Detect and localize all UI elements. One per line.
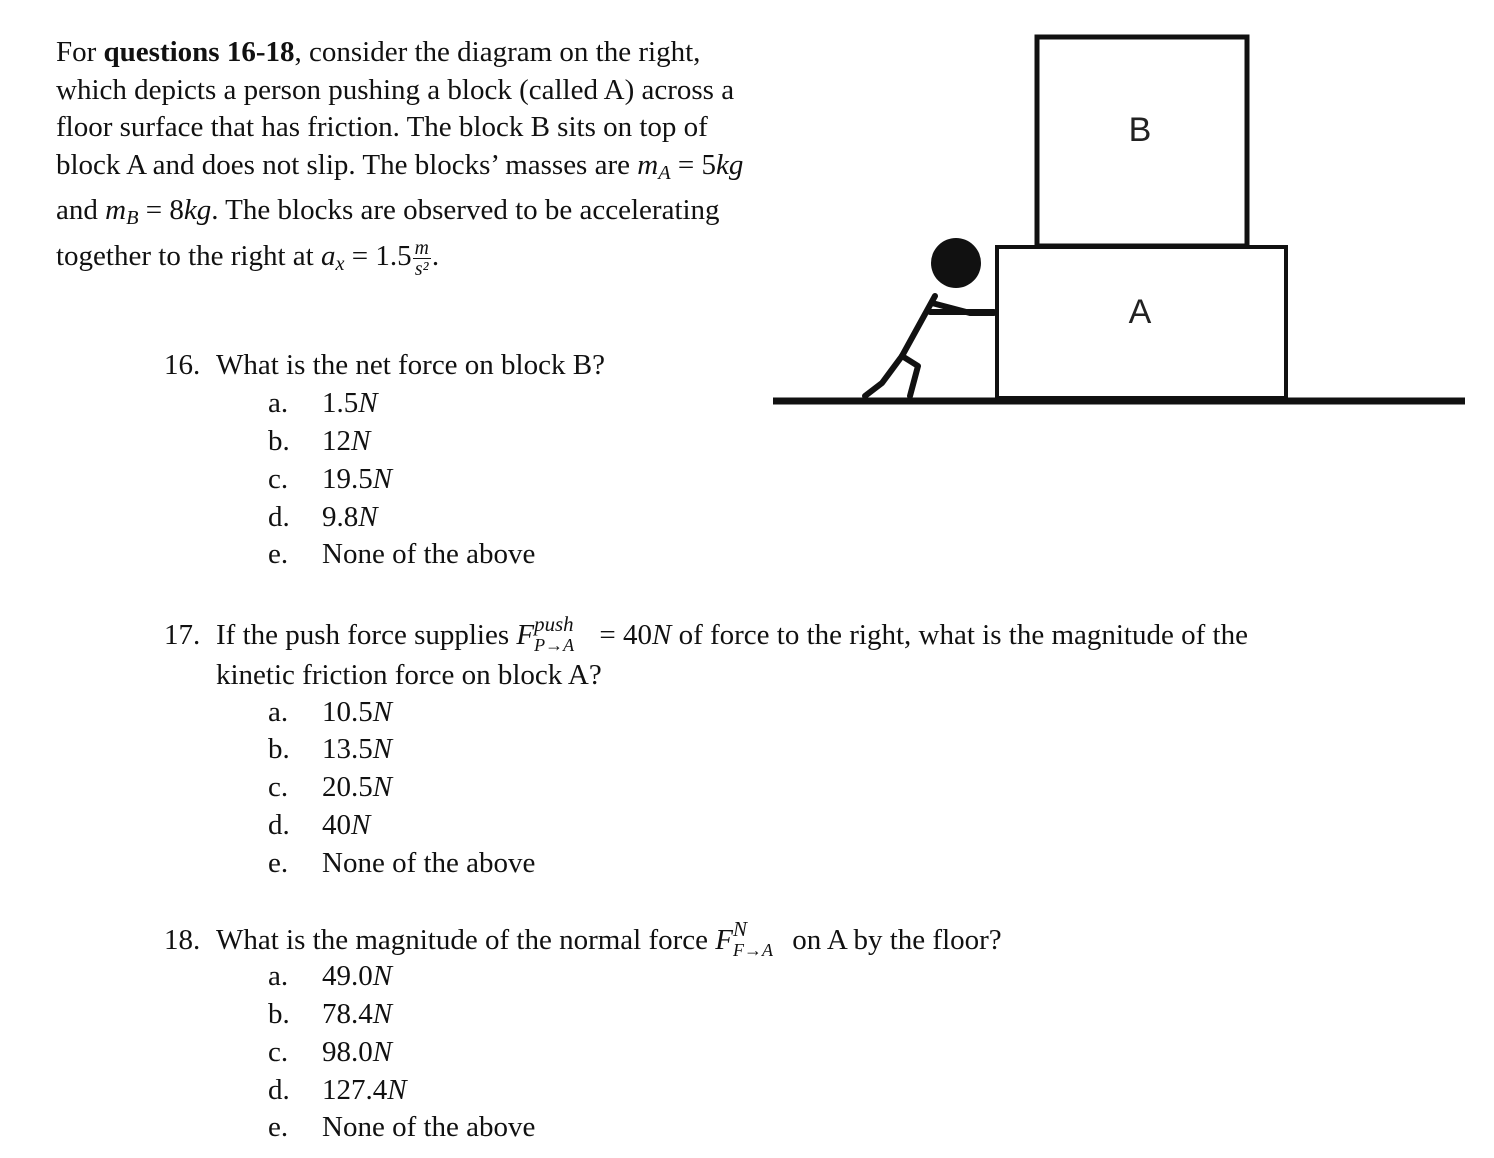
option-unit: N: [372, 960, 393, 992]
option-letter: b.: [268, 998, 290, 1030]
force-symbol: F: [715, 924, 733, 956]
accel-subscript: x: [335, 252, 345, 275]
option-value: None of the above: [322, 847, 536, 879]
option-value: 98.0: [322, 1036, 373, 1068]
option-value: 13.5: [322, 733, 373, 765]
intro-end: .: [431, 239, 440, 272]
question-number: 18.: [164, 924, 201, 956]
person-head: [931, 238, 981, 288]
intro-text-2: . The blocks are observed to be accelerating together to the right at: [56, 194, 720, 272]
normal-force-symbol: [715, 916, 773, 960]
option-letter: c.: [268, 771, 289, 803]
force-superscript: N: [733, 916, 747, 941]
option-letter: a.: [268, 696, 289, 728]
question-text-pre: If the push force supplies: [216, 619, 517, 651]
accel-unit-fraction: [413, 238, 431, 280]
option-value: 1.5: [322, 387, 359, 419]
question-17: [164, 611, 1474, 696]
option-letter: a.: [268, 387, 289, 419]
block-a-label: A: [1128, 293, 1152, 331]
option-unit: N: [351, 425, 371, 457]
mass-a-symbol: m: [637, 148, 659, 181]
question-text-pre: What is the magnitude of the normal force: [216, 924, 716, 956]
question-text-end: of force to the right, what is the magnitude of the: [671, 619, 1248, 651]
intro-and: and: [56, 194, 106, 227]
option-unit: N: [351, 809, 371, 841]
option-unit: N: [372, 1036, 393, 1068]
option-value: 49.0: [322, 960, 373, 992]
accel-unit-numerator: m: [414, 236, 429, 259]
option-letter: d.: [268, 809, 290, 841]
option-letter: d.: [268, 1074, 290, 1106]
option-value: 20.5: [322, 771, 373, 803]
intro-lead: For: [56, 36, 104, 68]
option-value: None of the above: [322, 538, 536, 570]
option-unit: N: [358, 387, 378, 419]
question-text: [216, 916, 1002, 960]
force-subscript: F→A: [733, 939, 773, 960]
question-16: [164, 346, 1464, 386]
option-unit: N: [372, 463, 393, 495]
mass-b-value: = 8: [138, 194, 184, 227]
option-unit: N: [372, 771, 393, 803]
intro-text-1: , consider the diagram on the right, which depicts a person pushing a block (called A) across a floor surface that has friction. The block B sits on top of block A and does not slip. The blocks’ masses are: [56, 36, 735, 181]
mass-a-unit: kg: [715, 148, 744, 181]
force-subscript: P→A: [534, 634, 575, 655]
option-unit: N: [372, 733, 393, 765]
force-superscript: push: [534, 611, 574, 636]
option-value: 127.4: [322, 1074, 388, 1106]
mass-a-value: = 5: [670, 148, 716, 181]
block-b-label: B: [1128, 111, 1152, 149]
option-letter: b.: [268, 425, 290, 457]
option-unit: N: [358, 501, 378, 533]
accel-value: = 1.5: [344, 239, 412, 272]
option-unit: N: [372, 696, 393, 728]
mass-b-symbol: m: [105, 194, 127, 227]
option-value: 78.4: [322, 998, 373, 1030]
option-value: 19.5: [322, 463, 373, 495]
option-value: 40: [322, 809, 351, 841]
question-text-value: = 40: [592, 619, 652, 651]
question-number: 17.: [164, 619, 201, 651]
option-value: 10.5: [322, 696, 373, 728]
option-value: 9.8: [322, 501, 359, 533]
question-number: 16.: [164, 349, 201, 381]
option-letter: e.: [268, 538, 289, 570]
mass-b-unit: kg: [183, 194, 212, 227]
force-symbol: F: [516, 619, 535, 651]
option-value: 12: [322, 425, 351, 457]
question-text-line2: kinetic friction force on block A?: [216, 659, 602, 691]
intro-question-range: questions 16-18: [103, 36, 295, 68]
option-letter: b.: [268, 733, 290, 765]
question-text: What is the net force on block B?: [216, 349, 605, 381]
push-force-symbol: [516, 611, 575, 655]
accel-symbol: a: [320, 239, 336, 272]
option-unit: N: [387, 1074, 407, 1106]
mass-b-subscript: B: [126, 207, 139, 230]
option-letter: d.: [268, 501, 290, 533]
option-letter: e.: [268, 1111, 289, 1143]
option-letter: a.: [268, 960, 289, 992]
question-18: [164, 916, 1464, 961]
intro-paragraph: [56, 34, 756, 283]
option-letter: c.: [268, 1036, 289, 1068]
question-text: [216, 611, 1248, 655]
option-letter: e.: [268, 847, 289, 879]
mass-a-subscript: A: [658, 161, 671, 184]
option-unit: N: [372, 998, 393, 1030]
question-text-post: on A by the floor?: [785, 924, 1002, 956]
option-value: None of the above: [322, 1111, 536, 1143]
accel-unit-denominator: s²: [414, 258, 429, 281]
question-text-unit: N: [651, 619, 672, 651]
option-letter: c.: [268, 463, 289, 495]
